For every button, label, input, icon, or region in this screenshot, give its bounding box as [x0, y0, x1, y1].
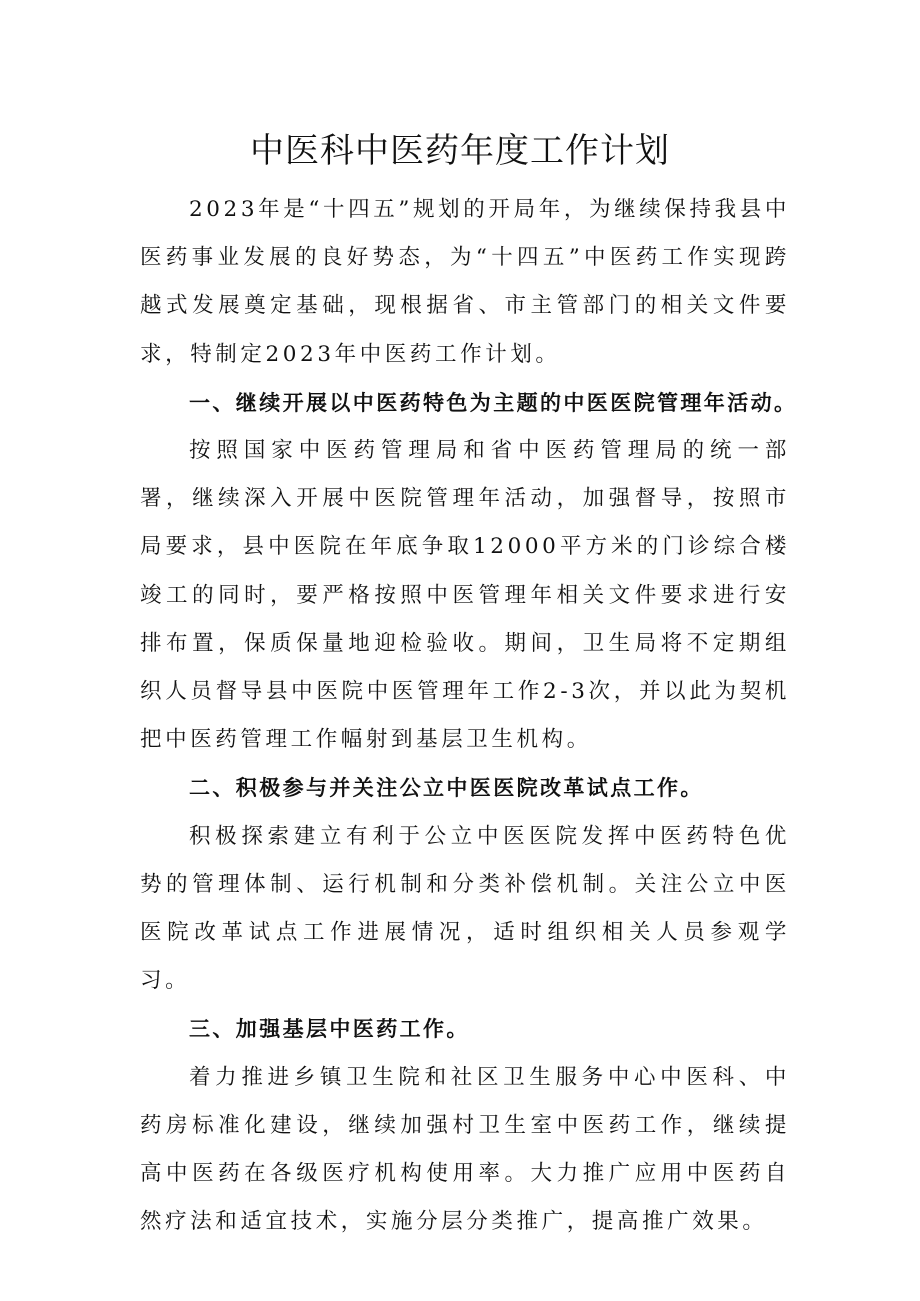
- intro-paragraph: 2023年是“十四五”规划的开局年，为继续保持我县中医药事业发展的良好势态，为“十四五”中医药工作实现跨越式发展奠定基础，现根据省、市主管部门的相关文件要求，特制定2023年中医药工作计划。: [140, 197, 790, 367]
- section-2-heading: 二、积极参与并关注公立中医医院改革试点工作。: [189, 776, 704, 801]
- page-title: 中医科中医药年度工作计划: [250, 131, 670, 171]
- document-body: [140, 186, 798, 1246]
- section-1-body: 按照国家中医药管理局和省中医药管理局的统一部署，继续深入开展中医院管理年活动，加强督导，按照市局要求，县中医院在年底争取12000平方米的门诊综合楼竣工的同时，要严格按照中医管理年相关文件要求进行安排布置，保质保量地迎检验收。期间，卫生局将不定期组织人员督导县中医院中医管理年工作2-3次，并以此为契机把中医药管理工作幅射到基层卫生机构。: [140, 438, 790, 753]
- section-3-heading: 三、加强基层中医药工作。: [189, 1017, 470, 1042]
- section-1-heading: 一、继续开展以中医药特色为主题的中医医院管理年活动。: [189, 390, 798, 415]
- section-2-body: 积极探索建立有利于公立中医医院发挥中医药特色优势的管理体制、运行机制和分类补偿机制。关注公立中医医院改革试点工作进展情况，适时组织相关人员参观学习。: [140, 823, 790, 994]
- section-3-body: 着力推进乡镇卫生院和社区卫生服务中心中医科、中药房标准化建设，继续加强村卫生室中医药工作，继续提高中医药在各级医疗机构使用率。大力推广应用中医药自然疗法和适宜技术，实施分层分类推广，提高推广效果。: [140, 1064, 790, 1235]
